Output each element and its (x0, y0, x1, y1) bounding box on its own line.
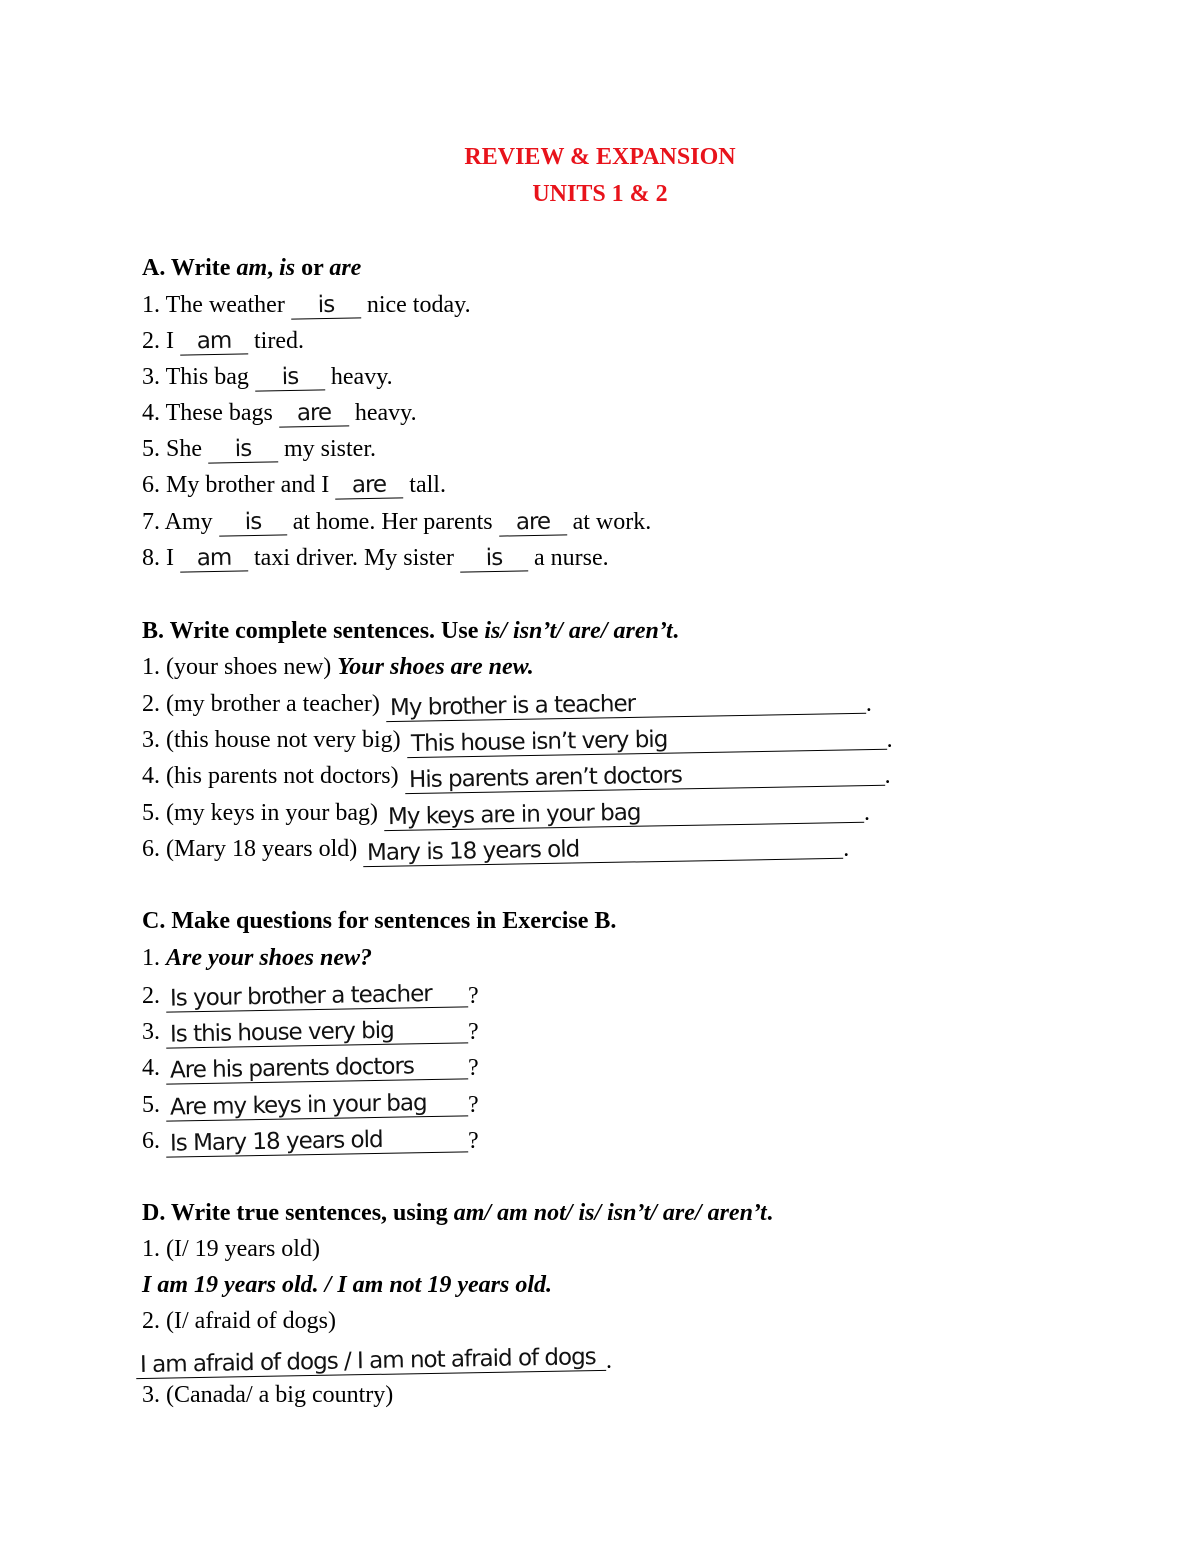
answer-blank[interactable]: am (180, 544, 248, 572)
section-c-item: 5. Are my keys in your bag ? (142, 1090, 479, 1121)
section-a-item: 3. This bag is heavy. (142, 363, 393, 391)
answer-line[interactable]: I am afraid of dogs / I am not afraid of dogs (136, 1344, 606, 1379)
answer-line[interactable]: My keys are in your bag (384, 796, 864, 831)
section-a-item: 7. Amy is at home. Her parents are at work. (142, 508, 652, 536)
answer-blank[interactable]: are (335, 471, 403, 499)
answer-line[interactable]: Is this house very big (166, 1016, 468, 1048)
section-c-item: 3. Is this house very big ? (142, 1017, 479, 1048)
answer-blank[interactable]: is (218, 508, 286, 536)
answer-blank[interactable]: is (255, 363, 325, 391)
section-a-item: 8. I am taxi driver. My sister is a nurse. (142, 544, 609, 572)
section-c-heading: C. Make questions for sentences in Exercise B. (142, 908, 617, 934)
answer-blank[interactable]: are (279, 399, 349, 427)
section-b-item: 2. (my brother a teacher) My brother is a teacher . (142, 689, 872, 719)
section-a-item: 1. The weather is nice today. (142, 291, 471, 319)
section-d-heading: D. Write true sentences, using am/ am not/ is/ isn’t/ are/ aren’t. (142, 1200, 773, 1226)
section-c-item: 4. Are his parents doctors ? (142, 1053, 479, 1084)
answer-blank[interactable]: is (208, 435, 278, 463)
page-title: REVIEW & EXPANSION (464, 144, 736, 170)
section-c-item: 6. Is Mary 18 years old ? (142, 1126, 479, 1157)
section-c-example: 1. Are your shoes new? (142, 945, 373, 971)
section-d-item2-answer-row: I am afraid of dogs / I am not afraid of dogs . (136, 1346, 612, 1376)
answer-line[interactable]: Are his parents doctors (166, 1052, 468, 1084)
section-b-item: 3. (this house not very big) This house isn’t very big . (142, 725, 893, 755)
answer-blank[interactable]: am (180, 327, 248, 355)
section-a-item: 4. These bags are heavy. (142, 399, 417, 427)
section-a-item: 5. She is my sister. (142, 435, 377, 463)
section-d-example: I am 19 years old. / I am not 19 years old. (142, 1272, 553, 1298)
section-a-item: 2. I am tired. (142, 327, 304, 355)
answer-line[interactable]: Are my keys in your bag (166, 1089, 468, 1121)
section-d-item2-prompt: 2. (I/ afraid of dogs) (142, 1308, 336, 1334)
answer-line[interactable]: Is your brother a teacher (166, 980, 468, 1012)
section-c-item: 2. Is your brother a teacher ? (142, 980, 479, 1012)
answer-line[interactable]: My brother is a teacher (386, 687, 866, 722)
section-b-heading: B. Write complete sentences. Use is/ isn’t/ are/ aren’t. (142, 618, 679, 644)
section-d-item3-prompt: 3. (Canada/ a big country) (142, 1382, 394, 1408)
answer-line[interactable]: This house isn’t very big (406, 723, 886, 758)
section-a-heading: A. Write am, is or are (142, 255, 362, 281)
section-a-item: 6. My brother and I are tall. (142, 471, 446, 499)
answer-line[interactable]: Mary is 18 years old (363, 832, 843, 867)
section-b-example: 1. (your shoes new) Your shoes are new. (142, 654, 534, 680)
section-b-item: 5. (my keys in your bag) My keys are in your bag . (142, 798, 870, 828)
section-b-item: 4. (his parents not doctors) His parents aren’t doctors . (142, 761, 891, 791)
answer-line[interactable]: His parents aren’t doctors (404, 759, 884, 794)
answer-blank[interactable]: is (460, 544, 528, 572)
answer-blank[interactable]: is (291, 291, 361, 319)
answer-blank[interactable]: are (498, 508, 566, 536)
section-d-item1-prompt: 1. (I/ 19 years old) (142, 1236, 320, 1262)
page-subtitle: UNITS 1 & 2 (532, 181, 668, 207)
section-b-item: 6. (Mary 18 years old) Mary is 18 years old . (142, 834, 849, 864)
answer-line[interactable]: Is Mary 18 years old (166, 1125, 468, 1157)
